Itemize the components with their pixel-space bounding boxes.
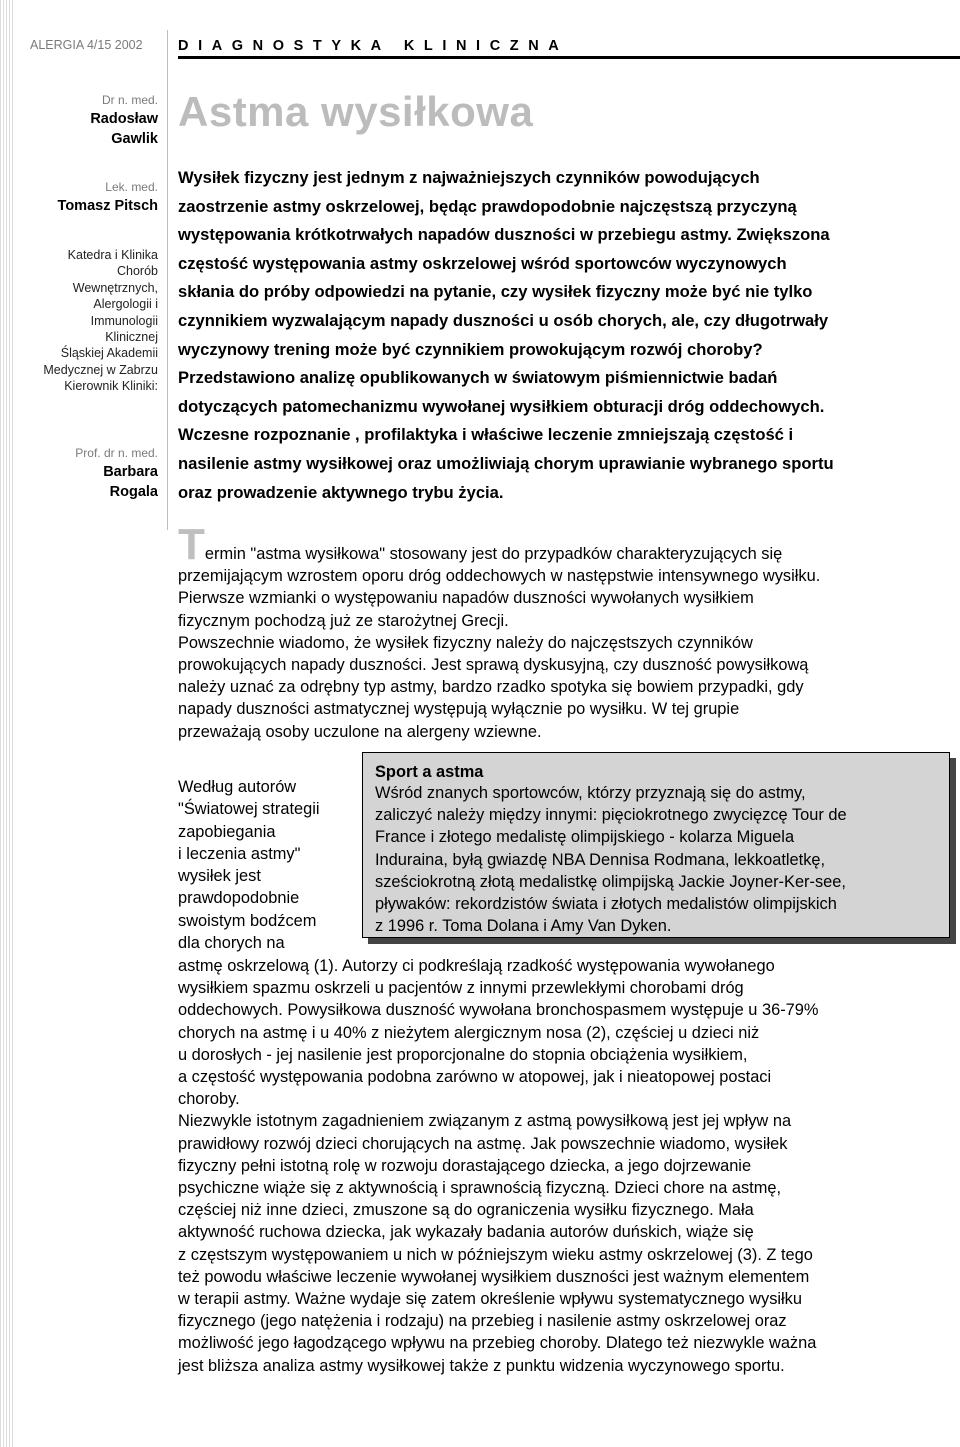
head-name: Rogala xyxy=(109,484,158,500)
affiliation-line: Klinicznej xyxy=(105,330,158,345)
side-column-text: Według autorów "Światowej strategii zapobiegania i leczenia astmy" wysiłek jest prawdopodobnie swoistym bodźcem dla chorych na xyxy=(178,778,320,953)
intro-paragraph xyxy=(178,520,960,743)
page-edge-decoration xyxy=(0,0,14,1447)
affiliation-line: Śląskiej Akademii xyxy=(60,346,158,361)
affiliation-line: Medycznej w Zabrzu xyxy=(43,362,158,377)
author-name: Radosław xyxy=(90,111,158,127)
journal-label: ALERGIA 4/15 2002 xyxy=(30,38,143,52)
body-text: astmę oskrzelową (1). Autorzy ci podkreślają rzadkość występowania wywołanego wysiłkiem spazmu oskrzeli u pacjentów z innymi przewlekłymi chorobami dróg oddechowych. Powysiłkowa duszność wywołana bronchospasmem występuje u 36-79% chorych na astmę i u 40% z nieżytem alergicznym nosa (2), częściej u dzieci niż u dorosłych - jej nasilenie jest proporcjonalne do stopnia obciążenia wysiłkiem, a częstość występowania podobna zarówno w atopowej, jak i nieatopowej postaci choroby. Niezwykle istotnym zagadnieniem związanym z astmą powysiłkową jest jej wpływ na prawidłowy rozwój dzieci chorujących na astmę. Jak powszechnie wiadomo, wysiłek fizyczny pełni istotną rolę w rozwoju dorastającego dziecka, a jego dojrzewanie psychiczne wiąże się z aktywnością i sprawnością fizyczną. Dzieci chore na astmę, częściej niż inne dzieci, zmuszone są do ograniczenia wysiłku fizycznego. Mała aktywność ruchowa dziecka, jak wykazały badania autorów duńskich, wiąże się z częstszym występowaniem u nich w późniejszym wieku astmy oskrzelowej (3). Z tego też powodu właściwe leczenie wywołanej wysiłkiem duszności jest ważnym elementem w terapii astmy. Ważne wydaje się zatem określenie wpływu systematycznego wysiłku fizycznego (jego natężenia i rodzaju) na przebieg i nasilenie astmy oskrzelowej oraz możliwość jego łagodzącego wpływu na przebieg choroby. Dlatego też niezwykle ważna jest bliższa analiza astmy wysiłkowej także z punktu widzenia wyczynowego sportu. xyxy=(178,957,819,1375)
box-text: Wśród znanych sportowców, którzy przyznają się do astmy, zaliczyć należy między innymi: pięciokrotnego zwycięzcę Tour de France i złotego medalistę olimpijskiego - kolarza Miguela Induraina, byłą gwiazdę NBA Dennisa Rodmana, lekkoatletkę, sześciokrotną złotą medalistkę olimpijską Jackie Joyner-Ker-see, pływaków: rekordzistów świata i złotych medalistów olimpijskich z 1996 r. Toma Dolana i Amy Van Dyken. xyxy=(375,784,847,936)
section-label: DIAGNOSTYKA KLINICZNA xyxy=(178,38,569,54)
author-name: Gawlik xyxy=(111,131,158,147)
sport-sidebar-box xyxy=(362,752,950,938)
author-block-2 xyxy=(58,180,158,216)
article-title: Astma wysiłkowa xyxy=(178,88,534,135)
affiliation-line: Immunologii xyxy=(90,313,158,328)
affiliation-line: Chorób xyxy=(117,264,158,279)
vertical-divider xyxy=(167,30,168,530)
author-degree: Dr n. med. xyxy=(101,93,158,107)
affiliation-line: Katedra i Klinika xyxy=(67,248,158,262)
author-name: Tomasz Pitsch xyxy=(57,198,158,214)
box-title: Sport a astma xyxy=(375,763,484,781)
head-of-clinic xyxy=(20,446,158,502)
affiliation xyxy=(20,247,158,395)
head-name: Barbara xyxy=(103,464,158,480)
drop-cap: T xyxy=(178,520,205,569)
head-degree: Prof. dr n. med. xyxy=(75,446,158,460)
author-block-1 xyxy=(90,93,158,149)
affiliation-line: Kierownik Kliniki: xyxy=(64,379,158,394)
abstract: Wysiłek fizyczny jest jednym z najważniejszych czynników powodujących zaostrzenie astmy oskrzelowej, będąc prawdopodobnie najczęstszą przyczyną występowania krótkotrwałych napadów duszności w przebiegu astmy. Zwiększona częstość występowania astmy oskrzelowej wśród sportowców wyczynowych skłania do próby odpowiedzi na pytanie, czy wysiłek fizyczny może być nie tylko czynnikiem wyzwalającym napady duszności u osób chorych, ale, czy długotrwały wyczynowy trening może być czynnikiem prowokującym rozwój choroby? Przedstawiono analizę opublikowanych w światowym piśmiennictwie badań dotyczących patomechanizmu wywołanej wysiłkiem obturacji dróg oddechowych. Wczesne rozpoznanie , profilaktyka i właściwe leczenie zmniejszają częstość i nasilenie astmy wysiłkowej oraz umożliwiają chorym uprawianie wybranego sportu oraz prowadzenie aktywnego trybu życia. xyxy=(178,168,834,502)
author-degree: Lek. med. xyxy=(105,180,158,194)
header-rule xyxy=(178,56,960,59)
affiliation-line: Wewnętrznych, xyxy=(72,280,158,295)
affiliation-line: Alergologii i xyxy=(93,297,158,312)
intro-text: ermin "astma wysiłkowa" stosowany jest do przypadków charakteryzujących się przemijającym wzrostem oporu dróg oddechowych w następstwie intensywnego wysiłku. Pierwsze wzmianki o występowaniu napadów duszności wywołanych wysiłkiem fizycznym pochodzą już ze starożytnej Grecji. Powszechnie wiadomo, że wysiłek fizyczny należy do najczęstszych czynników prowokujących napady duszności. Jest sprawą dyskusyjną, czy duszność powysiłkową należy uznać za odrębny typ astmy, bardzo rzadko spotyka się bowiem przypadki, gdy napady duszności astmatycznej występują wyłącznie po wysiłku. W tej grupie przeważają osoby uczulone na alergeny wziewne. xyxy=(178,545,821,741)
